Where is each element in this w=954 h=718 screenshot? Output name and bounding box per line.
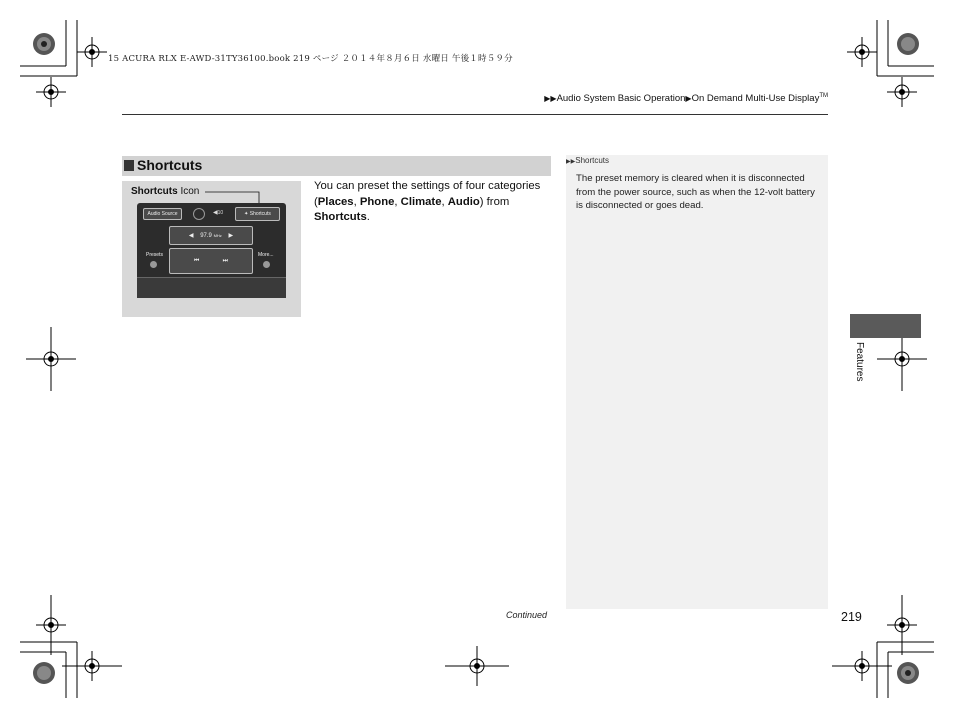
chapter-tab[interactable]: [850, 314, 921, 338]
section-title: Shortcuts: [137, 157, 203, 173]
more-label[interactable]: More...: [258, 252, 274, 258]
note-text: The preset memory is cleared when it is disconnected from the power source, such as when the 12-volt battery is disconnected or goes dead.: [576, 173, 815, 211]
breadcrumb-item-on-demand-display[interactable]: On Demand Multi-Use Display: [691, 93, 820, 105]
presets-knob[interactable]: [150, 261, 157, 268]
shortcuts-button[interactable]: ✦ Shortcuts: [235, 207, 280, 221]
audio-source-button[interactable]: Audio Source: [143, 208, 182, 220]
category-climate: Climate: [400, 195, 442, 208]
volume-icon: ◀10: [213, 210, 224, 216]
display-screen: [137, 203, 286, 297]
seek-bar[interactable]: ⏮ ⏭: [169, 248, 253, 274]
header-rule: [122, 114, 828, 115]
figure-callout-label: Shortcuts Icon: [131, 186, 200, 197]
category-places: Places: [317, 195, 354, 208]
category-audio: Audio: [447, 195, 480, 208]
presets-label[interactable]: Presets: [146, 252, 163, 258]
category-phone: Phone: [359, 195, 395, 208]
breadcrumb-arrow: ▶: [685, 94, 692, 104]
notes-sidebar: [566, 155, 828, 609]
climate-strip: [137, 277, 286, 298]
section-heading: [122, 156, 551, 176]
more-knob[interactable]: [263, 261, 270, 268]
sound-icon[interactable]: [193, 208, 205, 220]
note-arrow-icon: ▶▶: [566, 159, 576, 165]
continued-label: Continued: [506, 610, 548, 620]
breadcrumb: [544, 93, 828, 104]
shortcuts-term: Shortcuts: [314, 211, 367, 223]
body-paragraph: You can preset the settings of four categories (Places, Phone, Climate, Audio) from Shortcuts.: [314, 180, 541, 223]
page-number: 219: [841, 610, 862, 624]
breadcrumb-item-audio-system[interactable]: Audio System Basic Operation: [556, 93, 686, 105]
frequency-value: 97.9: [200, 233, 212, 239]
section-square-icon: [124, 160, 134, 171]
tuner-bar[interactable]: ◀ 97.9 MHz ▶: [169, 226, 253, 245]
breadcrumb-arrow: ▶▶: [544, 94, 557, 104]
trademark-mark: TM: [819, 93, 828, 99]
chapter-tab-label: Features: [854, 342, 865, 382]
print-file-header: 15 ACURA RLX E-AWD-31TY36100.book 219 ページ ２０１４年８月６日 水曜日 午後１時５９分: [108, 54, 513, 64]
volume-level: 10: [217, 210, 224, 216]
shortcuts-figure: [122, 181, 301, 317]
note-title: ▶▶Shortcuts: [566, 156, 610, 165]
